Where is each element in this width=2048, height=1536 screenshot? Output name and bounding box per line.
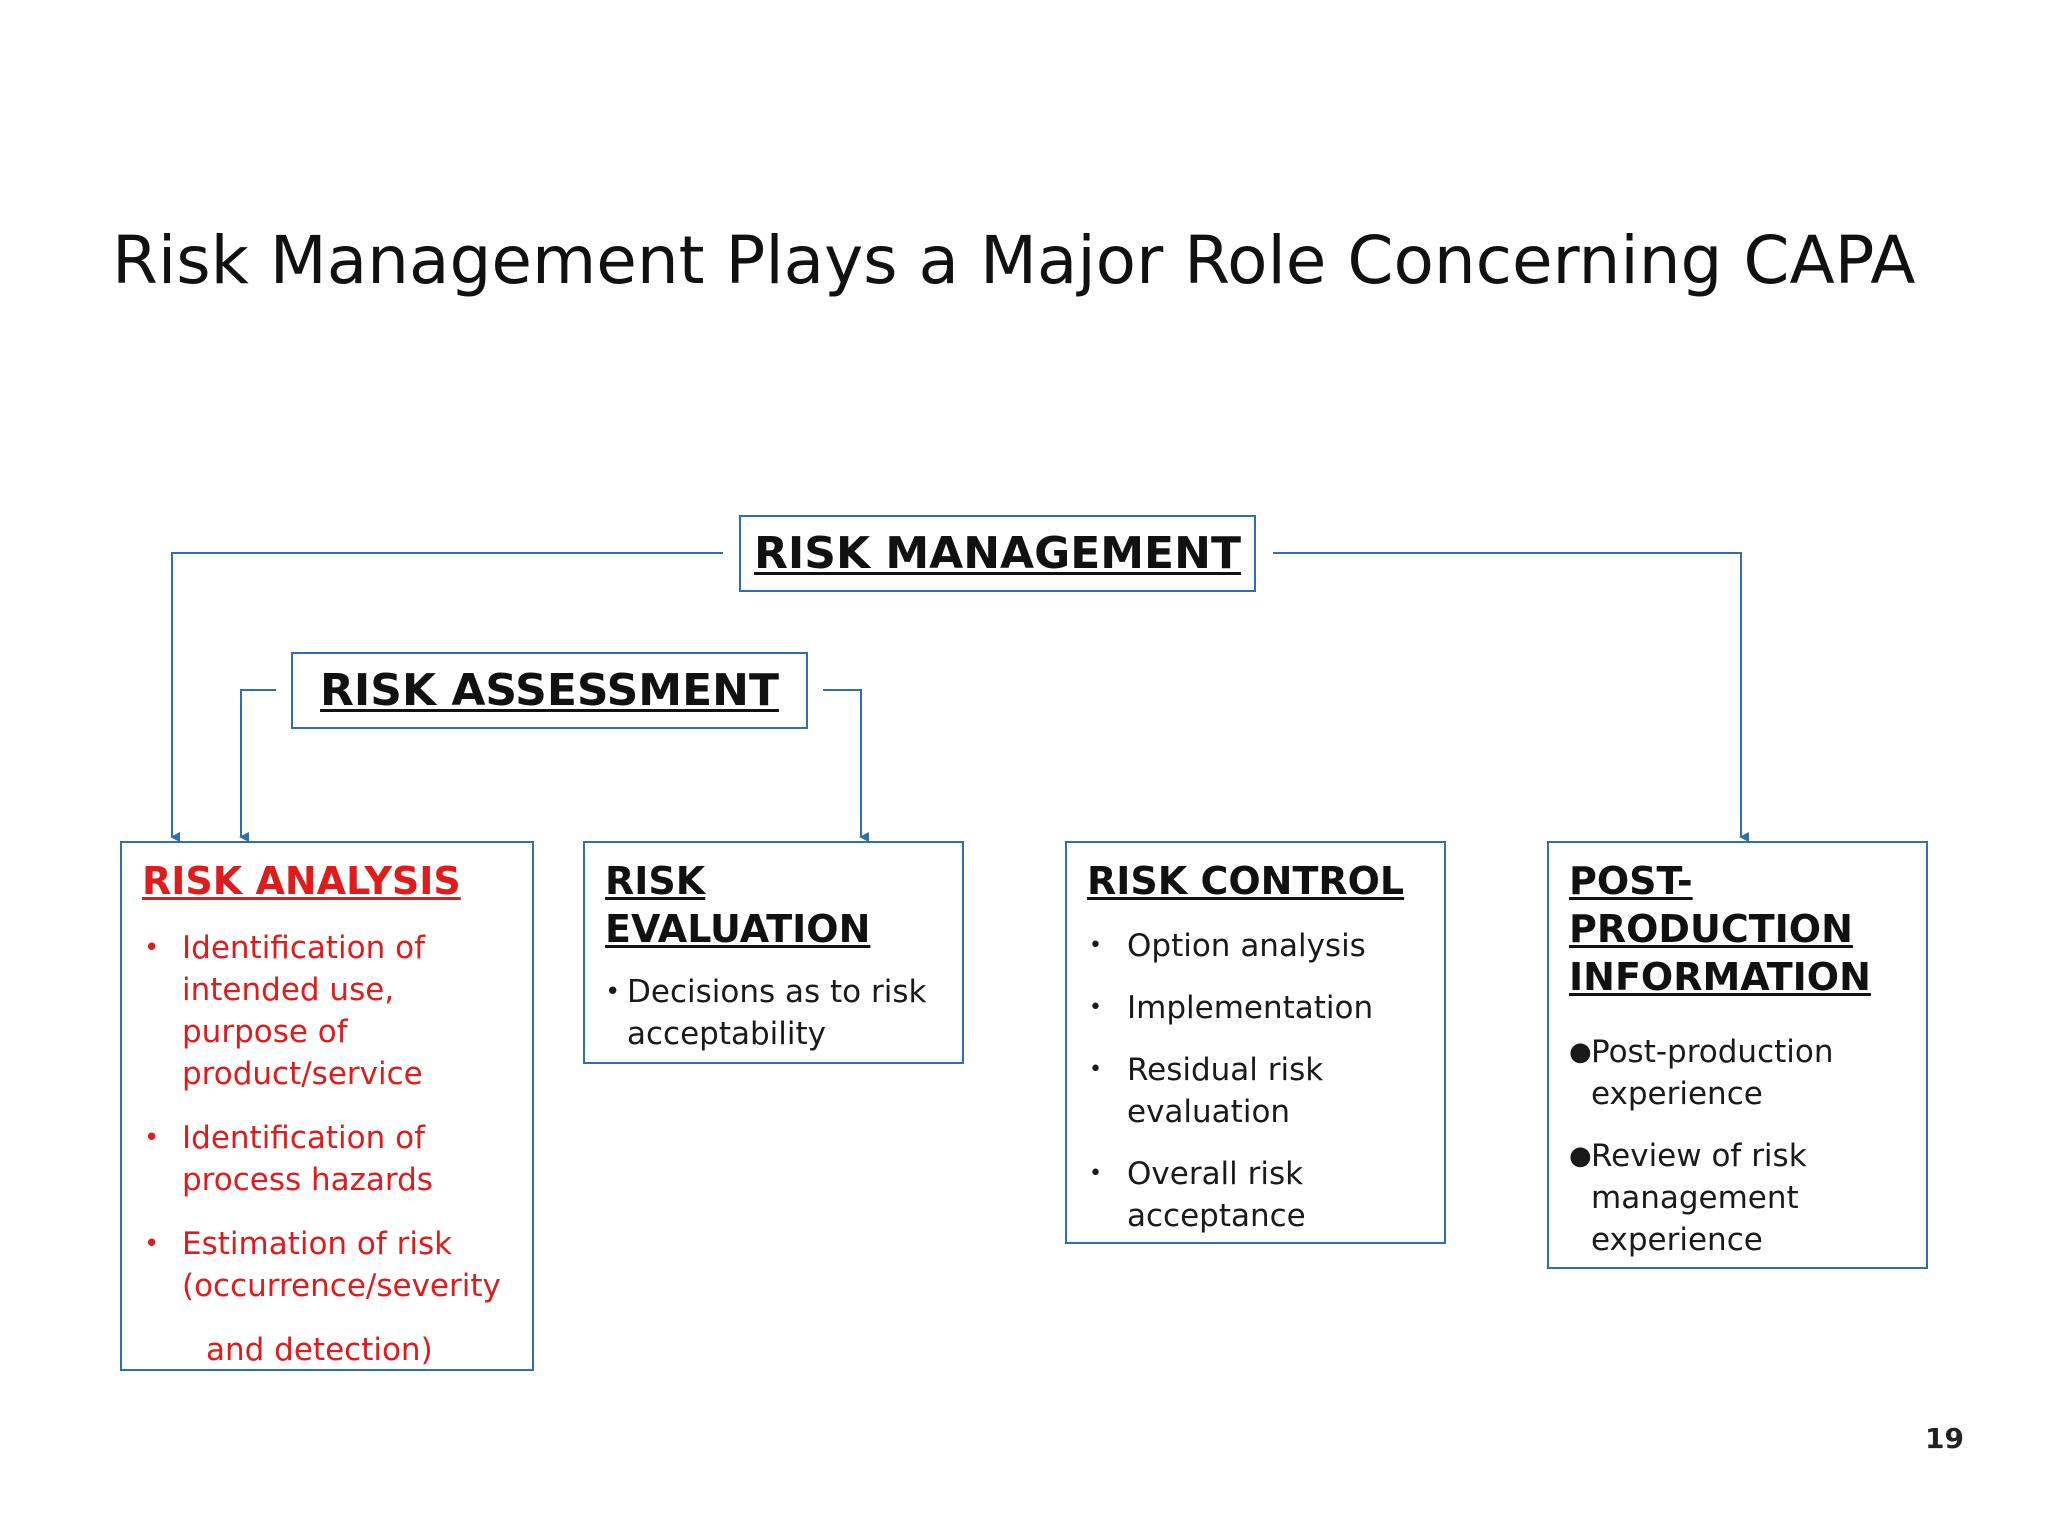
list-item-text: Implementation <box>1127 990 1374 1026</box>
bullet-icon: • <box>144 1229 160 1259</box>
list-item <box>1569 1135 1906 1261</box>
list-item-continuation: and detection) <box>206 1332 433 1368</box>
risk-analysis-list <box>142 927 512 1371</box>
connector-mgmt-to-post <box>1273 553 1741 837</box>
risk-analysis-title: RISK ANALYSIS <box>142 859 461 903</box>
risk-control-list <box>1087 925 1424 1237</box>
risk-control-card <box>1065 841 1446 1244</box>
list-item <box>142 1117 512 1201</box>
list-item <box>1087 1153 1424 1237</box>
list-item <box>1087 925 1424 967</box>
risk-management-box <box>739 515 1256 592</box>
bullet-icon: • <box>605 977 621 1007</box>
connector-assessment-to-analysis <box>241 690 276 837</box>
risk-evaluation-title-line2: EVALUATION <box>605 907 871 951</box>
list-item <box>1569 1031 1906 1115</box>
risk-assessment-box <box>291 652 808 729</box>
post-production-title-line3: INFORMATION <box>1569 955 1871 999</box>
page-number: 19 <box>1925 1422 1964 1455</box>
list-item-text: Post-production experience <box>1591 1034 1834 1112</box>
risk-evaluation-card <box>583 841 964 1064</box>
list-item-text: Identification of process hazards <box>182 1120 433 1198</box>
list-item-text: Option analysis <box>1127 928 1366 964</box>
list-item <box>605 971 942 1055</box>
list-item-text: Review of risk management experience <box>1591 1138 1807 1258</box>
post-production-title-line1: POST- <box>1569 859 1693 903</box>
bullet-icon: • <box>1089 1057 1102 1082</box>
risk-analysis-card <box>120 841 534 1371</box>
list-item-text: Residual risk evaluation <box>1127 1052 1324 1130</box>
bullet-icon: • <box>1089 995 1102 1020</box>
post-production-title-line2: PRODUCTION <box>1569 907 1853 951</box>
post-production-list <box>1569 1031 1906 1261</box>
list-item <box>142 1223 512 1371</box>
list-item-text: Decisions as to risk acceptability <box>627 974 927 1052</box>
bullet-icon: • <box>1089 933 1102 958</box>
bullet-icon: ● <box>1569 1037 1592 1067</box>
risk-evaluation-list <box>605 971 942 1055</box>
list-item <box>1087 1049 1424 1133</box>
risk-evaluation-title-line1: RISK <box>605 859 706 903</box>
list-item-text: Identification of intended use, purpose of product/service <box>182 930 425 1092</box>
bullet-icon: ● <box>1569 1141 1592 1171</box>
bullet-icon: • <box>144 1123 160 1153</box>
connector-assessment-to-evaluation <box>823 690 861 837</box>
slide-title: Risk Management Plays a Major Role Concerning CAPA <box>112 222 1916 299</box>
list-item <box>1087 987 1424 1029</box>
list-item-text: Overall risk acceptance <box>1127 1156 1306 1234</box>
list-item <box>142 927 512 1095</box>
risk-management-label: RISK MANAGEMENT <box>754 528 1241 579</box>
risk-assessment-label: RISK ASSESSMENT <box>320 665 779 716</box>
bullet-icon: • <box>1089 1161 1102 1186</box>
risk-control-title: RISK CONTROL <box>1087 859 1405 903</box>
bullet-icon: • <box>144 933 160 963</box>
post-production-card <box>1547 841 1928 1269</box>
list-item-text: Estimation of risk (occurrence/severity <box>182 1226 501 1304</box>
